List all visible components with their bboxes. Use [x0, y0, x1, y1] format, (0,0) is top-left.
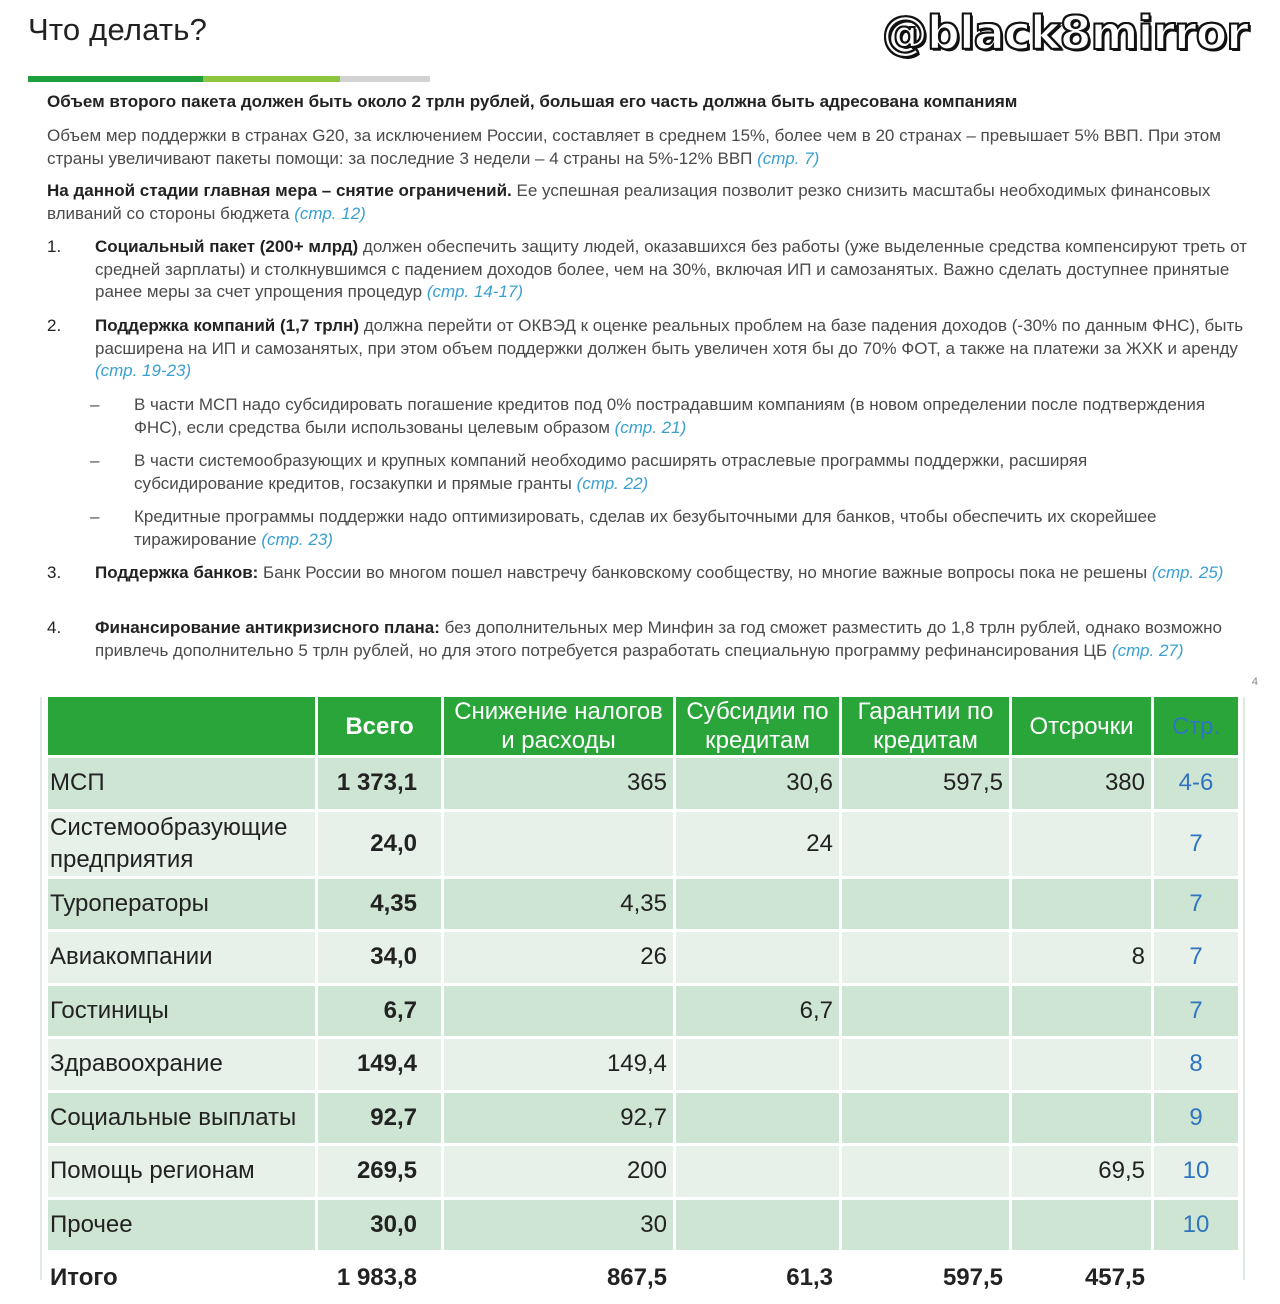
page-title: Что делать?: [28, 12, 208, 47]
table-row: МСП 1 373,1 365 30,6 597,5 380 4-6: [48, 755, 1241, 809]
header-cell-guarantees: Гарантии по кредитам: [842, 697, 1012, 755]
sub-item-credit-programs: – Кредитные программы поддержки надо оптимизировать, сделав их безубыточными для банков, чтобы обеспечить их скорейшее тиражирование (стр. 23): [90, 507, 1157, 549]
table-border-right: [1243, 697, 1245, 1280]
page-ref-link[interactable]: (стр. 25): [1151, 563, 1224, 582]
page-ref-link[interactable]: (стр. 22): [576, 473, 649, 493]
page-ref-link[interactable]: (стр. 7): [757, 148, 820, 168]
list-item-company-support: 2. Поддержка компаний (1,7 трлн) должна перейти от ОКВЭД к оценке реальных проблем на базе падения доходов (-30% по данным ФНС), быть расширена на ИП и самозанятых, при этом объем поддержки должен быть увеличен хотя бы до 70% ФОТ, а также на платежи за ЖХК и аренду (стр. 19-23): [47, 316, 1244, 380]
page-link[interactable]: 7: [1154, 983, 1241, 1037]
header-cell-subsidies: Субсидии по кредитам: [676, 697, 842, 755]
list-item-social-package: 1. Социальный пакет (200+ млрд) должен обеспечить защиту людей, оказавшихся без работы (уже выделенные средства компенсируют треть от средней зарплаты) и столкнувшимся с падением доходов более, чем на 30%, включая ИП и самозанятых. Важно сделать доступнее принятые ранее меры за счет упрощения процедур (стр. 14-17): [47, 237, 1247, 301]
summary-paragraph-1: Объем мер поддержки в странах G20, за исключением России, составляет в среднем 15%, более чем в 20 странах – превышает 5% ВВП. При этом страны увеличивают пакеты помощи: за последние 3 недели – 4 страны на 5%-12% ВВП (стр. 7): [47, 126, 1221, 168]
list-item-bank-support: 3. Поддержка банков: Банк России во многом пошел навстречу банковскому сообществу, но многие важные вопросы пока не решены (стр. 25): [47, 563, 1224, 582]
page-ref-link[interactable]: (стр. 23): [261, 529, 333, 549]
page-ref-link[interactable]: (стр. 21): [614, 417, 687, 437]
page-link[interactable]: 8: [1154, 1036, 1241, 1090]
header-cell-taxes: Снижение налогов и расходы: [444, 697, 676, 755]
table-row: Помощь регионам 269,5 200 69,5 10: [48, 1143, 1241, 1197]
page-ref-link[interactable]: (стр. 12): [294, 203, 366, 223]
summary-paragraph-2: На данной стадии главная мера – снятие ограничений. Ее успешная реализация позволит резко снизить масштабы необходимых финансовых вливаний со стороны бюджета (стр. 12): [47, 181, 1211, 223]
page-link[interactable]: 10: [1154, 1197, 1241, 1251]
page-link[interactable]: 9: [1154, 1090, 1241, 1144]
table-row: Авиакомпании 34,0 26 8 7: [48, 929, 1241, 983]
header-cell-deferrals: Отсрочки: [1012, 697, 1154, 755]
page-link[interactable]: 7: [1154, 929, 1241, 983]
page-ref-link[interactable]: (стр. 27): [1111, 640, 1184, 660]
accent-bar-lightgreen: [203, 76, 340, 82]
page-number: 4: [1251, 676, 1258, 688]
header-cell-page: Стр.: [1154, 697, 1241, 755]
sub-item-large-companies: – В части системообразующих и крупных компаний необходимо расширять отраслевые программы поддержки, расширяя субсидирование кредитов, госзакупки и прямые гранты (стр. 22): [90, 451, 1088, 493]
page-link[interactable]: 10: [1154, 1143, 1241, 1197]
table-row: Прочее 30,0 30 10: [48, 1197, 1241, 1251]
table-total-row: Итого 1 983,8 867,5 61,3 597,5 457,5: [48, 1250, 1241, 1304]
header-cell-total: Всего: [318, 697, 444, 755]
sub-item-smb: – В части МСП надо субсидировать погашение кредитов под 0% пострадавшим компаниям (в новом определении после подтверждения ФНС), если средства были использованы целевым образом (стр. 21): [90, 395, 1206, 437]
table-row: Гостиницы 6,7 6,7 7: [48, 983, 1241, 1037]
list-item-financing: 4. Финансирование антикризисного плана: без дополнительных мер Минфин за год сможет разместить до 1,8 трлн рублей, однако возможно привлечь дополнительно 5 трлн рублей, но для этого потребуется разработать специальную программу рефинансирования ЦБ (стр. 27): [47, 618, 1222, 660]
watermark: @black8mirror: [882, 6, 1248, 60]
support-measures-table: [48, 697, 1241, 1304]
page-ref-link[interactable]: (стр. 14-17): [426, 282, 524, 301]
header-cell-name: [48, 697, 318, 755]
page-link[interactable]: 4-6: [1154, 755, 1241, 809]
table-row: Здравоохрание 149,4 149,4 8: [48, 1036, 1241, 1090]
page-link[interactable]: 7: [1154, 809, 1241, 876]
page-ref-link[interactable]: (стр. 19-23): [95, 361, 192, 380]
accent-bar-green: [28, 76, 203, 82]
table-row: Туроператоры 4,35 4,35 7: [48, 876, 1241, 930]
accent-bar-gray: [340, 76, 430, 82]
table-row: Системообразующие предприятия 24,0 24 7: [48, 809, 1241, 876]
page-link[interactable]: 7: [1154, 876, 1241, 930]
summary-heading: Объем второго пакета должен быть около 2 трлн рублей, большая его часть должна быть адресована компаниям: [47, 92, 1018, 111]
table-header-row: [48, 697, 1241, 755]
table-border-left: [40, 697, 42, 1280]
table-row: Социальные выплаты 92,7 92,7 9: [48, 1090, 1241, 1144]
